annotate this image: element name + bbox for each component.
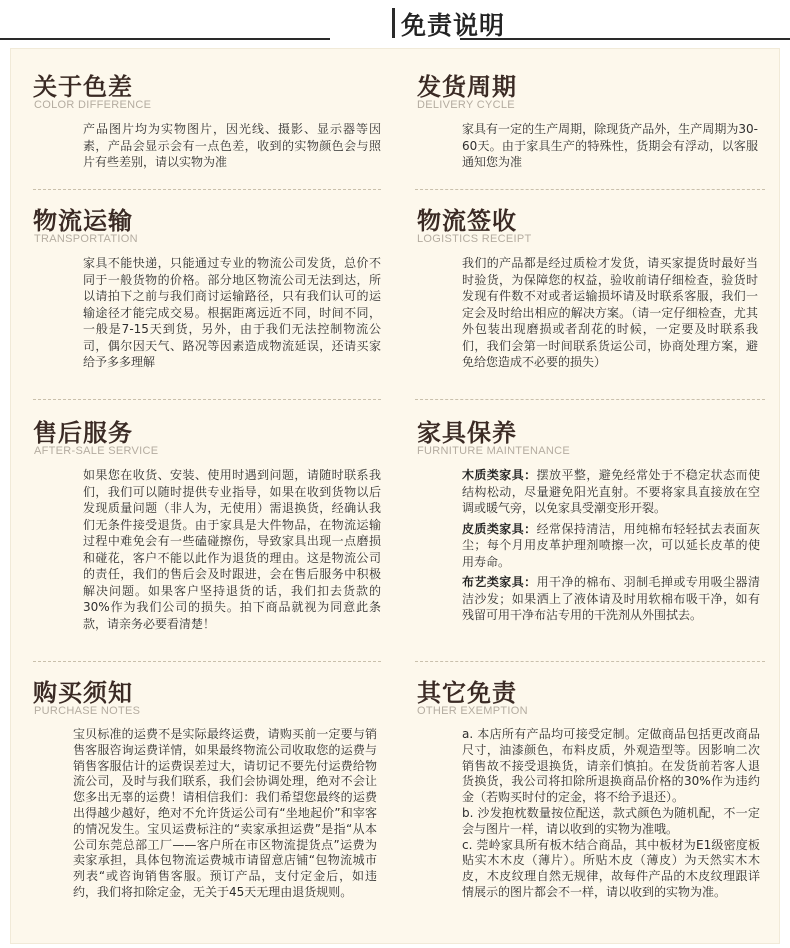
color-difference-subtitle: COLOR DIFFERENCE <box>34 99 152 111</box>
divider <box>33 399 381 400</box>
logistics-receipt-subtitle: LOGISTICS RECEIPT <box>417 233 532 245</box>
delivery-cycle-subtitle: DELIVERY CYCLE <box>417 99 515 111</box>
maintenance-text: 经常保持清洁，用纯棉布轻轻拭去表面灰尘；每个月用皮革护理剂喷擦一次，可以延长皮革的使用寿命。 <box>462 521 760 569</box>
divider <box>33 661 381 662</box>
maintenance-item-wood <box>462 467 760 517</box>
page-title: 免责说明 <box>401 11 506 40</box>
delivery-cycle-text: 家具有一定的生产周期，除现货产品外，生产周期为30-60天。由于家具生产的特殊性，货期会有浮动，以客服通知您为准 <box>462 122 758 169</box>
furniture-maintenance-list <box>462 467 760 624</box>
maintenance-text: 摆放平整，避免经常处于不稳定状态而使结构松动，尽量避免阳光直射。不要将家具直接放在空调或暖气旁，以免家具受潮变形开裂。 <box>462 468 760 515</box>
purchase-notes-subtitle: PURCHASE NOTES <box>34 705 141 717</box>
disclaimer-panel <box>10 48 780 944</box>
header-accent-bar <box>392 8 395 38</box>
maintenance-label: 皮质类家具： <box>462 521 537 536</box>
exemption-item-a: a. 本店所有产品均可接受定制。定做商品包括更改商品尺寸，油漆颜色，布料皮质，外观造型等。因影响二次销售故不接受退换货，请亲们慎拍。在发货前若客人退货换货，我公司将扣除所退换商品价格的30%作为违约金（若购买时付的定金，将不给予退还）。 <box>462 727 760 805</box>
divider <box>415 189 765 190</box>
maintenance-item-leather <box>462 521 760 571</box>
logistics-receipt-text: 我们的产品都是经过质检才发货，请买家提货时最好当时验货，为保障您的权益，验收前请仔细检查，验货时发现有件数不对或者运输损坏请及时联系客服，我们一定会及时给出相应的解决方案。（请一定仔细检查，尤其外包装出现磨损或者刮花的时候，一定要及时联系我们，我们会第一时间联系货运公司，协商处理方案，避免给您造成不必要的损失） <box>462 256 758 369</box>
other-exemption-list <box>462 727 760 901</box>
after-sale-text: 如果您在收货、安装、使用时遇到问题，请随时联系我们，我们可以随时提供专业指导，如果在收到货物以后发现质量问题（非人为，无使用）需退换货，经确认我们无条件接受退货。由于家具是大件物品，在物流运输过程中难免会有一些磕碰擦伤，导致家具出现一点磨损和碰花，客户不能以此作为退货的理由。这是物流公司的责任，我们的售后会及时跟进，会在售后服务中积极解决问题。如果客户坚持退货的话，我们扣去货款的30%作为我们公司的损失。拍下商品就视为同意此条款，请亲务必要看清楚！ <box>83 468 381 631</box>
delivery-cycle-title: 发货周期 <box>417 72 517 101</box>
header <box>0 0 790 48</box>
maintenance-item-fabric <box>462 574 760 624</box>
maintenance-text: 用干净的棉布、羽制毛掸或专用吸尘器清洁沙发；如果洒上了液体请及时用软棉布吸干净，如有残留可用干净布沾专用的干洗剂从外围拭去。 <box>462 575 760 622</box>
after-sale-title: 售后服务 <box>33 418 133 447</box>
maintenance-label: 木质类家具： <box>462 468 537 482</box>
transportation-title: 物流运输 <box>33 206 133 235</box>
color-difference-text: 产品图片均为实物图片，因光线、摄影、显示器等因素，产品会显示会有一点色差，收到的实物颜色会与照片有些差别，请以实物为准 <box>83 122 381 169</box>
exemption-item-c: c. 莞岭家具所有板木结合商品，其中板材为E1级密度板贴实木木皮（薄片）。所贴木皮（薄皮）为天然实木木皮，木皮纹理自然无规律，故每件产品的木皮纹理跟详情展示的图片都会不一样，请以收到的实物为准。 <box>462 837 760 899</box>
transportation-text: 家具不能快递，只能通过专业的物流公司发货，总价不同于一般货物的价格。部分地区物流公司无法到达，所以请拍下之前与我们商讨运输路径，只有我们认可的运输途径才能完成交易。根据距离远近不同，时间不同，一般是7-15天到货，另外，由于我们无法控制物流公司，偶尔因天气、路况等因素造成物流延误，还请买家给予多多理解 <box>83 256 381 369</box>
furniture-maintenance-title: 家具保养 <box>417 418 517 447</box>
furniture-maintenance-subtitle: FURNITURE MAINTENANCE <box>417 445 570 457</box>
logistics-receipt-title: 物流签收 <box>417 206 517 235</box>
other-exemption-title: 其它免责 <box>417 678 517 707</box>
divider <box>33 189 381 190</box>
exemption-item-b: b. 沙发抱枕数量按位配送，款式颜色为随机配，不一定会与图片一样，请以收到的实物为准哦。 <box>462 805 760 836</box>
color-difference-title: 关于色差 <box>33 72 133 101</box>
divider <box>415 661 765 662</box>
divider <box>415 399 765 400</box>
purchase-notes-text: 宝贝标准的运费不是实际最终运费，请购买前一定要与销售客服咨询运费详情，如果最终物流公司收取您的运费与销售客服估计的运费误差过大，请切记不要先付运费给物流公司，及时与我们联系，我们会协调处理，绝对不会让您多出无辜的运费！请相信我们：我们希望您最终的运费出得越少越好，绝对不允许货运公司有“坐地起价”和宰客的情况发生。宝贝运费标注的“卖家承担运费”是指“从本公司东莞总部工厂——客户所在市区物流提货点”运费为卖家承担，具体包物流运费城市请留意店铺“包物流城市列表“或咨询销售客服。预订产品，支付定金后，如违约，我们将扣除定金，无关于45天无理由退货规则。 <box>73 727 377 899</box>
maintenance-label: 布艺类家具： <box>462 575 537 589</box>
other-exemption-subtitle: OTHER EXEMPTION <box>417 705 528 717</box>
purchase-notes-title: 购买须知 <box>33 678 133 707</box>
after-sale-subtitle: AFTER-SALE SERVICE <box>34 445 159 457</box>
transportation-subtitle: TRANSPORTATION <box>34 233 138 245</box>
